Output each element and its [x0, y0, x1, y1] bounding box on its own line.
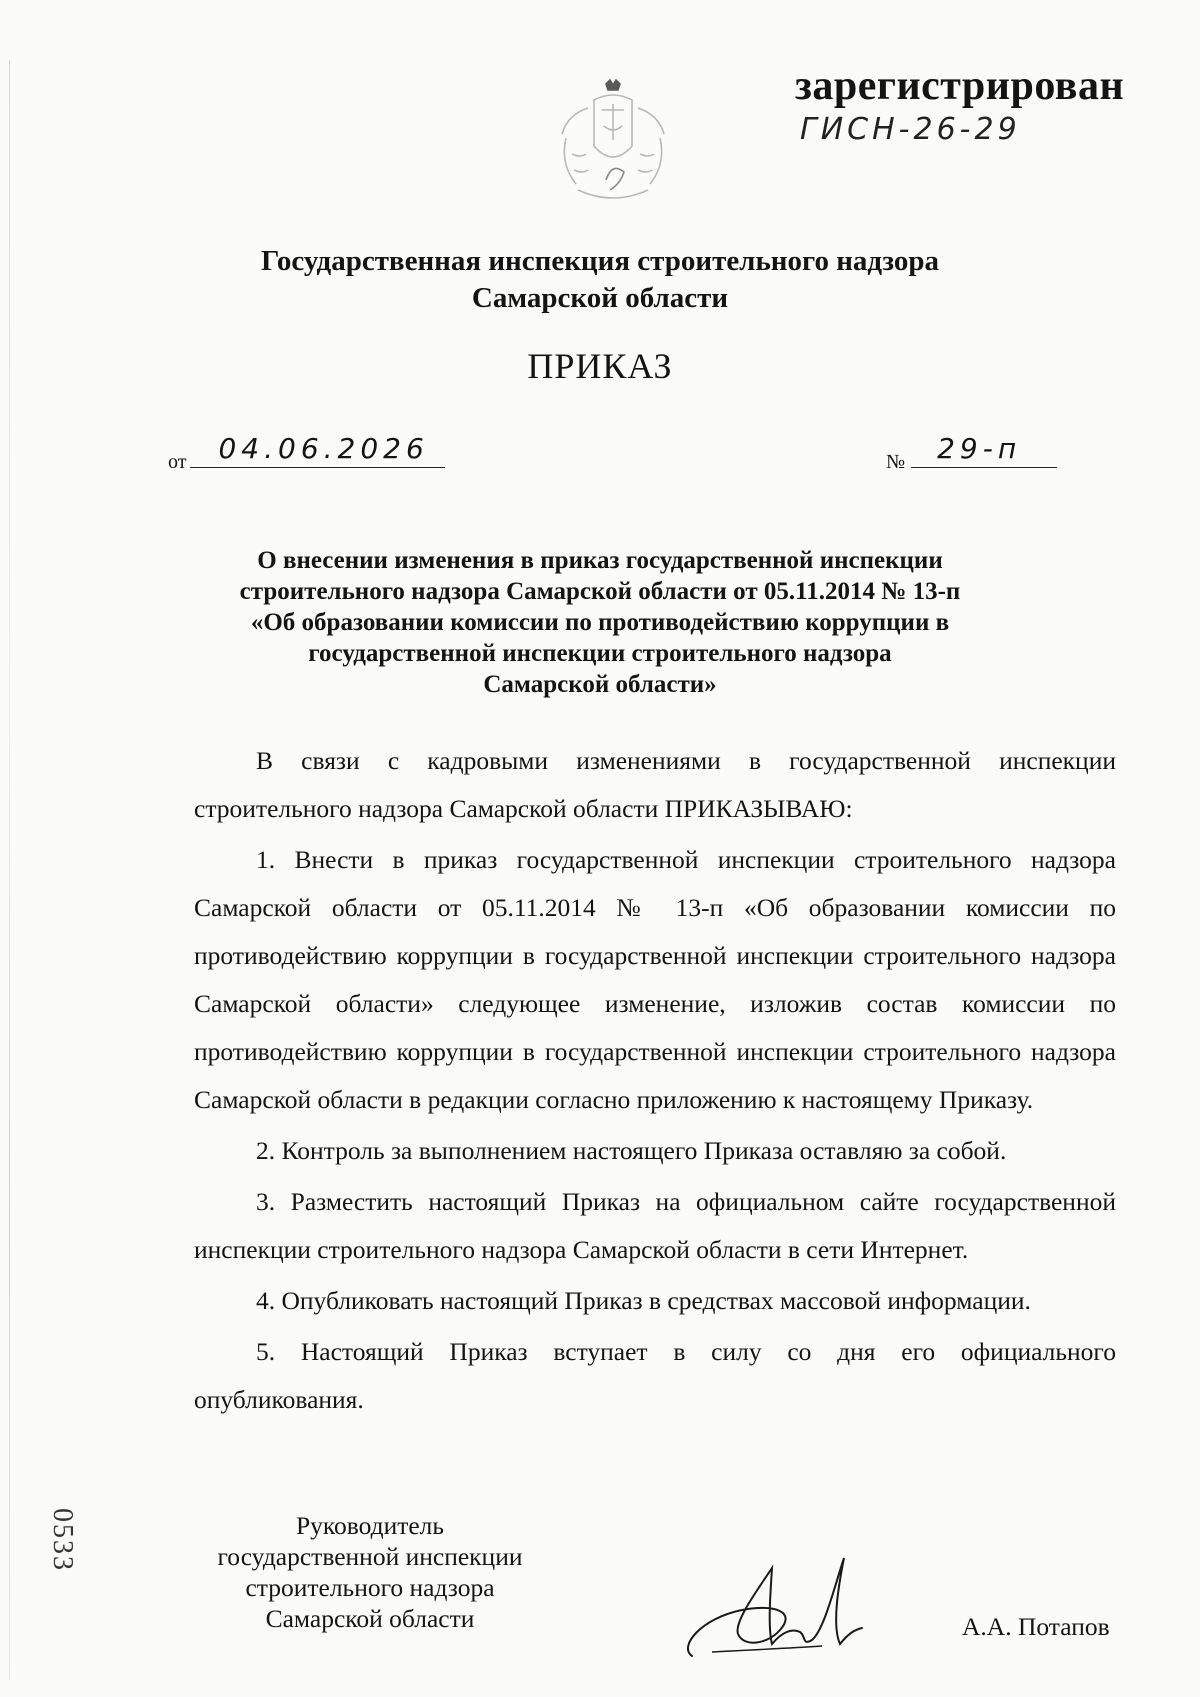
number-underline — [911, 432, 1057, 468]
subject-line: строительного надзора Самарской области от 05.11.2014 № 13-п — [239, 578, 961, 605]
signatory-title — [190, 1510, 550, 1634]
subject-line: государственной инспекции строительного надзора — [308, 640, 892, 667]
signatory-title-line: государственной инспекции — [217, 1542, 523, 1571]
organization-name-line: Самарской области — [471, 282, 729, 314]
subject-line: Самарской области» — [483, 671, 717, 698]
subject-line: «Об образовании комиссии по противодействию коррупции в — [250, 609, 950, 636]
registration-handwritten-number: ГИСН-26-29 — [800, 112, 1021, 147]
handwritten-signature — [672, 1548, 872, 1668]
registration-stamp: зарегистрирован — [795, 63, 1125, 109]
date-underline — [190, 432, 445, 468]
signatory-title-line: строительного надзора — [245, 1573, 495, 1602]
archive-number: 0533 — [47, 1508, 78, 1572]
organization-name-line: Государственная инспекция строительного надзора — [260, 245, 940, 277]
signatory-title-line: Руководитель — [295, 1511, 445, 1540]
document-type-title: ПРИКАЗ — [527, 346, 673, 386]
organization-name — [0, 243, 1200, 317]
document-body — [194, 737, 1116, 1424]
date-prefix: от — [168, 451, 187, 473]
body-item-4: 4. Опубликовать настоящий Приказ в средствах массовой информации. — [256, 1286, 1031, 1315]
signatory-title-line: Самарской области — [265, 1604, 475, 1633]
body-item-2: 2. Контроль за выполнением настоящего Приказа оставляю за собой. — [256, 1136, 1007, 1165]
body-intro: В связи с кадровыми изменениями в государственной инспекции строительного надзора Самарской области ПРИКАЗЫВАЮ: — [194, 746, 1116, 823]
coat-of-arms-icon — [548, 78, 678, 213]
number-value: 29-п — [937, 432, 1022, 465]
body-item-1: 1. Внести в приказ государственной инспекции строительного надзора Самарской области от 05.11.2014 № 13-п «Об образовании комиссии по противодействию коррупции в государственной инспекции строительного надзора Самарской области» следующее изменение, изложив состав комиссии по противодействию коррупции в государственной инспекции строительного надзора Самарской области в редакции согласно приложению к настоящему Приказу. — [194, 845, 1116, 1114]
date-value: 04.06.2026 — [218, 432, 429, 465]
body-item-3: 3. Разместить настоящий Приказ на официальном сайте государственной инспекции строительного надзора Самарской области в сети Интернет. — [194, 1187, 1116, 1264]
body-item-5: 5. Настоящий Приказ вступает в силу со дня его официального опубликования. — [194, 1337, 1116, 1414]
number-field — [886, 432, 1057, 474]
subject-line: О внесении изменения в приказ государственной инспекции — [257, 547, 943, 574]
number-prefix: № — [886, 451, 906, 473]
signer-name: А.А. Потапов — [962, 1612, 1110, 1641]
date-field — [168, 432, 445, 474]
document-subject — [190, 545, 1010, 700]
